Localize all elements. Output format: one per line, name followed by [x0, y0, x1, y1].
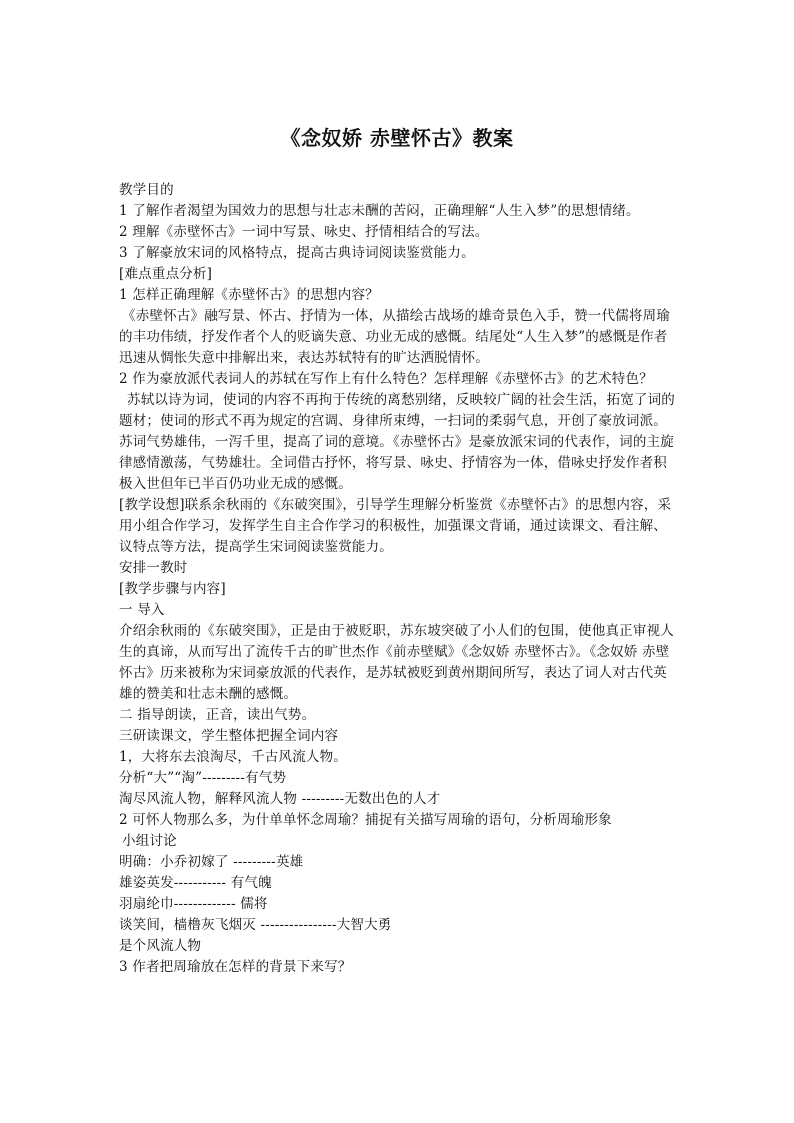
paragraph-goal-1: 1 了解作者渴望为国效力的思想与壮志未酬的苦闷，正确理解“人生入梦”的思想情绪。 — [119, 203, 640, 219]
paragraph-intro: 介绍余秋雨的《东破突围》，正是由于被贬职，苏东坡突破了小人们的包围，使他真正审视人生的真谛，从而写出了流传千古的旷世杰作《前赤壁赋》《念奴娇 赤壁怀古》。《念奴娇 赤壁怀古》历来被称为宋词豪放派的代表作，是苏轼被贬到黄州期间所写，表达了词人对古代英雄的赞美和壮志未酬的感慨。 — [119, 623, 674, 702]
paragraph-answer-2: 苏轼以诗为词，使词的内容不再拘于传统的离愁别绪，反映较广阔的社会生活，拓宽了词的题材；使词的形式不再为规定的宫调、身律所束缚，一扫词的柔弱气息，开创了豪放词派。苏词气势雄伟，一泻千里，提高了词的意境。《赤壁怀古》是豪放派宋词的代表作，词的主旋律感情激荡，气势雄壮。全词借古抒怀，将写景、咏史、抒情容为一体，借咏史抒发作者积极入世但年已半百仍功业无成的感慨。 — [119, 392, 675, 492]
paragraph-study-2: 2 可怀人物那么多，为什单单怀念周瑜？捕捉有关描写周瑜的语句，分析周瑜形象 — [119, 812, 612, 828]
paragraph-analysis-2: 淘尽风流人物，解释风流人物 ---------无数出色的人才 — [119, 791, 441, 807]
paragraph-steps-heading: [教学步骤与内容] — [119, 581, 226, 597]
paragraph-clarify-2: 雄姿英发----------- 有气魄 — [119, 875, 272, 891]
paragraph-question-2: 2 作为豪放派代表词人的苏轼在写作上有什么特色？怎样理解《赤壁怀古》的艺术特色？ — [119, 371, 653, 387]
paragraph-analysis-1: 分析“大”“淘”---------有气势 — [119, 770, 287, 786]
paragraph-teaching-idea: [教学设想]联系余秋雨的《东破突围》，引导学生理解分析鉴赏《赤壁怀古》的思想内容，采用小组合作学习，发挥学生自主合作学习的积极性，加强课文背诵，通过读课文、看注解、议特点等方法，提高学生宋词阅读鉴赏能力。 — [119, 497, 672, 555]
paragraph-clarify-1: 明确：小乔初嫁了 ---------英雄 — [119, 854, 304, 870]
paragraph-clarify-4: 谈笑间，樯橹灰飞烟灭 ----------------大智大勇 — [119, 917, 392, 933]
paragraph-goal-2: 2 理解《赤壁怀古》一词中写景、咏史、抒情相结合的写法。 — [119, 224, 489, 240]
paragraph-question-1: 1 怎样正确理解《赤壁怀古》的思想内容？ — [119, 287, 379, 303]
paragraph-group-discussion: 小组讨论 — [122, 833, 177, 849]
paragraph-schedule: 安排一教时 — [119, 560, 188, 576]
paragraph-goal-3: 3 了解豪放宋词的风格特点，提高古典诗词阅读鉴赏能力。 — [119, 245, 475, 261]
paragraph-study-1: 1，大将东去浪淘尽，千古风流人物。 — [119, 749, 347, 765]
paragraph-study-heading: 三研读课文，学生整体把握全词内容 — [119, 728, 339, 744]
paragraph-answer-1: 《赤壁怀古》融写景、怀古、抒情为一体，从描绘古战场的雄奇景色入手，赞一代儒将周瑜的丰功伟绩，抒发作者个人的贬谪失意、功业无成的感慨。结尾处“人生入梦”的感慨是作者迅速从惆怅失意中排解出来，表达苏轼特有的旷达洒脱情怀。 — [119, 308, 670, 366]
document-title: 《念奴娇 赤壁怀古》教案 — [280, 126, 514, 150]
paragraph-key-points-heading: [难点重点分析] — [119, 266, 213, 282]
paragraph-intro-heading: 一 导入 — [119, 602, 165, 618]
paragraph-clarify-3: 羽扇纶巾------------- 儒将 — [119, 896, 268, 912]
paragraph-teaching-goals: 教学目的 — [119, 182, 174, 198]
paragraph-reading-guide: 二 指导朗读，正音，读出气势。 — [119, 707, 316, 723]
paragraph-conclusion: 是个风流人物 — [119, 938, 202, 954]
paragraph-study-3: 3 作者把周瑜放在怎样的背景下来写？ — [119, 959, 352, 975]
document-body — [119, 180, 675, 978]
